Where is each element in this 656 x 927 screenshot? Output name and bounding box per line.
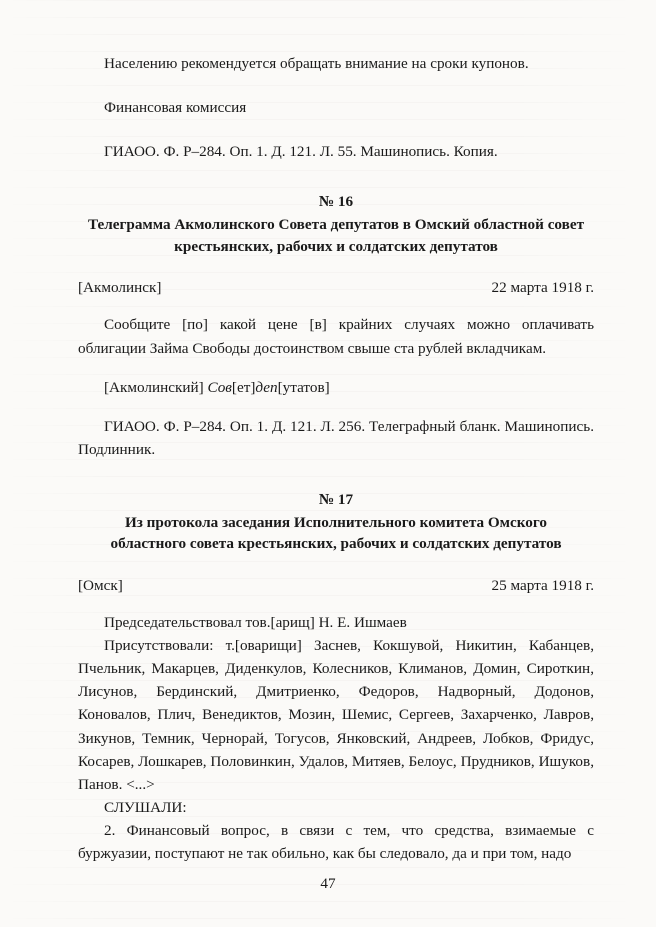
paragraph-commission: Финансовая комиссия <box>104 99 247 117</box>
document-number-16: № 16 <box>318 193 354 211</box>
document-16-place: [Акмолинск] <box>78 279 162 297</box>
archive-reference-16: ГИАОО. Ф. Р–284. Оп. 1. Д. 121. Л. 256. Телеграфный бланк. Машинопись. Подлинник. <box>78 417 594 458</box>
signature-mid: [ет] <box>231 378 256 396</box>
archive-reference-1: ГИАОО. Ф. Р–284. Оп. 1. Д. 121. Л. 55. Машинопись. Копия. <box>104 143 498 161</box>
document-16-body: Сообщите [по] какой цене [в] крайних случаях можно оплачивать облигации Займа Свободы достоинством свыше ста рублей вкладчикам. <box>78 316 594 357</box>
document-17-place: [Омск] <box>78 577 123 595</box>
signature-italic-dep: деп <box>255 378 278 396</box>
document-title-16: Телеграмма Акмолинского Совета депутатов в Омский областной совет крестьянских, рабочих и солдатских депутатов <box>87 216 585 255</box>
page-number: 47 <box>320 875 336 892</box>
document-title-17: Из протокола заседания Исполнительного комитета Омского областного совета крестьянских, рабочих и солдатских депутатов <box>110 513 562 553</box>
document-17-item-2: 2. Финансовый вопрос, в связи с тем, что средства, взимаемые с буржуазии, поступают не так обильно, как бы следовало, да и при том, надо <box>78 821 594 862</box>
document-17-date: 25 марта 1918 г. <box>491 577 594 595</box>
document-number-17: № 17 <box>318 490 354 508</box>
page-content <box>78 52 594 865</box>
document-17-attendees: Присутствовали: т.[оварищи] Заснев, Кокшувой, Никитин, Кабанцев, Пчельник, Макарцев, Диденкулов, Колесников, Климанов, Домин, Сироткин, Лисунов, Бердинский, Дмитриенко, Федоров, Надворный, Додонов, Коновалов, Плич, Венедиктов, Мозин, Шемис, Сергеев, Захарченко, Лавров, Зикунов, Темник, Чернорай, Тогусов, Янковский, Андреев, Лобков, Фридус, Косарев, Лошкарев, Половинкин, Удалов, Митяев, Белоус, Прудников, Ишуков, Панов. <...> <box>78 637 594 793</box>
document-17-chairman: Председательствовал тов.[арищ] Н. Е. Ишмаев <box>104 614 407 632</box>
paragraph-recommendation: Населению рекомендуется обращать внимание на сроки купонов. <box>104 55 529 72</box>
document-17-heard-label: СЛУШАЛИ: <box>104 798 187 816</box>
document-16-signature <box>78 376 594 399</box>
document-16-date: 22 марта 1918 г. <box>491 279 594 297</box>
signature-prefix: [Акмолинский] <box>104 378 208 396</box>
document-17-meta <box>78 577 594 595</box>
document-16-meta <box>78 279 594 297</box>
signature-suffix: [утатов] <box>277 378 330 396</box>
signature-italic-sov: Сов <box>207 378 232 396</box>
